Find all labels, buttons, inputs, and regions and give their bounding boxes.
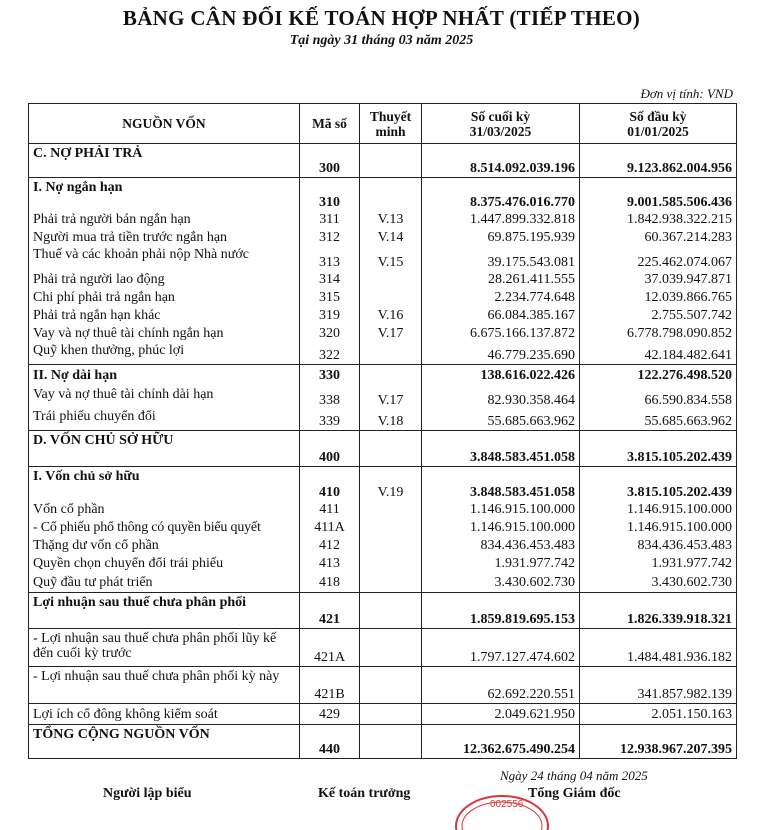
table-row <box>29 271 737 289</box>
row-note <box>360 178 422 211</box>
row-end-value: 1.146.915.100.000 <box>422 501 580 519</box>
table-row <box>29 247 737 271</box>
row-begin-value: 6.778.798.090.852 <box>580 325 737 343</box>
row-name: Vốn cổ phần <box>29 501 300 519</box>
row-note: V.17 <box>360 387 422 409</box>
row-begin-value: 3.815.105.202.439 <box>580 467 737 501</box>
row-end-value: 1.146.915.100.000 <box>422 519 580 537</box>
row-name: - Cổ phiếu phổ thông có quyền biểu quyết <box>29 519 300 537</box>
row-name: Phải trả người bán ngắn hạn <box>29 211 300 229</box>
header-begin <box>580 104 737 144</box>
row-begin-value: 2.051.150.163 <box>580 704 737 725</box>
header-note-line1: Thuyết <box>369 108 412 124</box>
row-end-value: 1.931.977.742 <box>422 555 580 573</box>
row-name: Chi phí phải trả ngắn hạn <box>29 289 300 307</box>
row-code: 313 <box>300 247 360 271</box>
header-begin-line1: Số đầu kỳ <box>629 108 687 124</box>
row-begin-value: 60.367.214.283 <box>580 229 737 247</box>
row-end-value: 3.430.602.730 <box>422 573 580 593</box>
report-date: Tại ngày 31 tháng 03 năm 2025 <box>289 33 474 48</box>
row-note: V.14 <box>360 229 422 247</box>
row-note <box>360 629 422 667</box>
header-begin-line2: 01/01/2025 <box>627 123 689 139</box>
table-row <box>29 593 737 629</box>
table-row <box>29 573 737 593</box>
table-row <box>29 704 737 725</box>
row-note <box>360 501 422 519</box>
row-code: 418 <box>300 573 360 593</box>
row-code: 310 <box>300 178 360 211</box>
row-code: 421 <box>300 593 360 629</box>
table-row <box>29 555 737 573</box>
row-note <box>360 725 422 759</box>
row-end-value: 62.692.220.551 <box>422 667 580 704</box>
row-name: TỔNG CỘNG NGUỒN VỐN <box>29 725 300 759</box>
row-begin-value: 2.755.507.742 <box>580 307 737 325</box>
row-code: 311 <box>300 211 360 229</box>
preparer-label: Người lập biểu <box>103 786 192 801</box>
row-name: D. VỐN CHỦ SỞ HỮU <box>29 431 300 467</box>
row-begin-value: 225.462.074.067 <box>580 247 737 271</box>
row-code: 319 <box>300 307 360 325</box>
row-name: Lợi ích cổ đông không kiểm soát <box>29 704 300 725</box>
row-end-value: 3.848.583.451.058 <box>422 467 580 501</box>
row-end-value: 1.797.127.474.602 <box>422 629 580 667</box>
table-row <box>29 519 737 537</box>
currency-unit: Đơn vị tính: VND <box>640 86 733 101</box>
row-name: Trái phiếu chuyển đổi <box>29 409 300 431</box>
chief-accountant-label: Kế toán trưởng <box>318 786 411 801</box>
row-name: Phải trả người lao động <box>29 271 300 289</box>
row-end-value: 69.875.195.939 <box>422 229 580 247</box>
row-end-value: 834.436.453.483 <box>422 537 580 555</box>
row-code: 429 <box>300 704 360 725</box>
stamp-number: 002556 <box>490 799 524 810</box>
signing-date: Ngày 24 tháng 04 năm 2025 <box>500 768 648 783</box>
row-name: Quyền chọn chuyển đổi trái phiếu <box>29 555 300 573</box>
row-name: I. Vốn chủ sở hữu <box>29 467 300 501</box>
row-begin-value: 66.590.834.558 <box>580 387 737 409</box>
row-end-value: 6.675.166.137.872 <box>422 325 580 343</box>
row-name: Vay và nợ thuê tài chính dài hạn <box>29 387 300 409</box>
row-name: Người mua trả tiền trước ngắn hạn <box>29 229 300 247</box>
row-end-value: 28.261.411.555 <box>422 271 580 289</box>
header-row <box>29 104 737 144</box>
row-note: V.16 <box>360 307 422 325</box>
row-note <box>360 144 422 178</box>
row-note: V.19 <box>360 467 422 501</box>
row-name: C. NỢ PHẢI TRẢ <box>29 144 300 178</box>
header-note-line2: minh <box>375 123 406 139</box>
table-row <box>29 667 737 704</box>
row-code: 330 <box>300 365 360 387</box>
row-end-value: 66.084.385.167 <box>422 307 580 325</box>
row-begin-value: 1.826.339.918.321 <box>580 593 737 629</box>
row-begin-value: 9.001.585.506.436 <box>580 178 737 211</box>
row-code: 421B <box>300 667 360 704</box>
row-code: 315 <box>300 289 360 307</box>
row-name: Quỹ đầu tư phát triển <box>29 573 300 593</box>
row-code: 411A <box>300 519 360 537</box>
row-end-value: 12.362.675.490.254 <box>422 725 580 759</box>
row-begin-value: 122.276.498.520 <box>580 365 737 387</box>
row-name: Phải trả ngắn hạn khác <box>29 307 300 325</box>
row-begin-value: 9.123.862.004.956 <box>580 144 737 178</box>
row-end-value: 1.447.899.332.818 <box>422 211 580 229</box>
row-code: 440 <box>300 725 360 759</box>
row-name: Thặng dư vốn cổ phần <box>29 537 300 555</box>
row-note: V.15 <box>360 247 422 271</box>
header-source: NGUỒN VỐN <box>29 104 300 144</box>
row-end-value: 46.779.235.690 <box>422 343 580 365</box>
row-begin-value: 3.815.105.202.439 <box>580 431 737 467</box>
row-note: V.13 <box>360 211 422 229</box>
table-row <box>29 211 737 229</box>
table-row <box>29 229 737 247</box>
table-row <box>29 387 737 409</box>
header-end-line2: 31/03/2025 <box>469 123 532 139</box>
header-end-line1: Số cuối kỳ <box>470 108 531 124</box>
table-row <box>29 144 737 178</box>
table-row <box>29 307 737 325</box>
row-begin-value: 1.484.481.936.182 <box>580 629 737 667</box>
row-end-value: 2.234.774.648 <box>422 289 580 307</box>
row-name: I. Nợ ngắn hạn <box>29 178 300 211</box>
row-begin-value: 1.146.915.100.000 <box>580 519 737 537</box>
row-code: 338 <box>300 387 360 409</box>
row-note <box>360 667 422 704</box>
table-row <box>29 289 737 307</box>
row-end-value: 8.514.092.039.196 <box>422 144 580 178</box>
row-end-value: 2.049.621.950 <box>422 704 580 725</box>
row-code: 411 <box>300 501 360 519</box>
row-end-value: 3.848.583.451.058 <box>422 431 580 467</box>
row-name: Vay và nợ thuê tài chính ngắn hạn <box>29 325 300 343</box>
row-note <box>360 537 422 555</box>
table-row <box>29 365 737 387</box>
balance-sheet-table <box>28 103 737 759</box>
header-code: Mã số <box>300 104 360 144</box>
row-code: 410 <box>300 467 360 501</box>
row-begin-value: 1.842.938.322.215 <box>580 211 737 229</box>
row-note <box>360 289 422 307</box>
report-title: BẢNG CÂN ĐỐI KẾ TOÁN HỢP NHẤT (TIẾP THEO) <box>122 6 641 30</box>
table-row <box>29 725 737 759</box>
row-code: 320 <box>300 325 360 343</box>
row-code: 314 <box>300 271 360 289</box>
table-row <box>29 343 737 365</box>
row-begin-value: 55.685.663.962 <box>580 409 737 431</box>
row-code: 300 <box>300 144 360 178</box>
row-end-value: 138.616.022.426 <box>422 365 580 387</box>
row-note <box>360 519 422 537</box>
row-begin-value: 834.436.453.483 <box>580 537 737 555</box>
row-begin-value: 12.938.967.207.395 <box>580 725 737 759</box>
table-row <box>29 325 737 343</box>
table-row <box>29 537 737 555</box>
row-name: Quỹ khen thưởng, phúc lợi <box>29 343 300 365</box>
row-begin-value: 37.039.947.871 <box>580 271 737 289</box>
row-note: V.17 <box>360 325 422 343</box>
table-row <box>29 501 737 519</box>
row-name: - Lợi nhuận sau thuế chưa phân phối kỳ này <box>29 667 300 704</box>
row-code: 322 <box>300 343 360 365</box>
table-row <box>29 178 737 211</box>
row-code: 412 <box>300 537 360 555</box>
row-name: II. Nợ dài hạn <box>29 365 300 387</box>
row-name: Thuế và các khoản phải nộp Nhà nước <box>29 247 300 271</box>
row-code: 339 <box>300 409 360 431</box>
row-code: 312 <box>300 229 360 247</box>
row-end-value: 39.175.543.081 <box>422 247 580 271</box>
row-note <box>360 555 422 573</box>
table-row <box>29 431 737 467</box>
row-begin-value: 3.430.602.730 <box>580 573 737 593</box>
row-begin-value: 1.146.915.100.000 <box>580 501 737 519</box>
row-code: 400 <box>300 431 360 467</box>
row-note <box>360 431 422 467</box>
general-director-label: Tổng Giám đốc <box>528 786 621 801</box>
row-code: 421A <box>300 629 360 667</box>
row-note <box>360 365 422 387</box>
row-name: - Lợi nhuận sau thuế chưa phân phối lũy kế đến cuối kỳ trước <box>29 629 300 667</box>
row-begin-value: 12.039.866.765 <box>580 289 737 307</box>
row-note <box>360 704 422 725</box>
row-name: Lợi nhuận sau thuế chưa phân phối <box>29 593 300 629</box>
row-end-value: 55.685.663.962 <box>422 409 580 431</box>
row-note: V.18 <box>360 409 422 431</box>
row-end-value: 82.930.358.464 <box>422 387 580 409</box>
row-note <box>360 343 422 365</box>
header-note <box>360 104 422 144</box>
row-end-value: 1.859.819.695.153 <box>422 593 580 629</box>
row-begin-value: 341.857.982.139 <box>580 667 737 704</box>
table-row <box>29 629 737 667</box>
row-begin-value: 42.184.482.641 <box>580 343 737 365</box>
row-note <box>360 573 422 593</box>
header-end <box>422 104 580 144</box>
table-row <box>29 409 737 431</box>
row-note <box>360 271 422 289</box>
row-code: 413 <box>300 555 360 573</box>
table-row <box>29 467 737 501</box>
row-note <box>360 593 422 629</box>
row-begin-value: 1.931.977.742 <box>580 555 737 573</box>
row-end-value: 8.375.476.016.770 <box>422 178 580 211</box>
